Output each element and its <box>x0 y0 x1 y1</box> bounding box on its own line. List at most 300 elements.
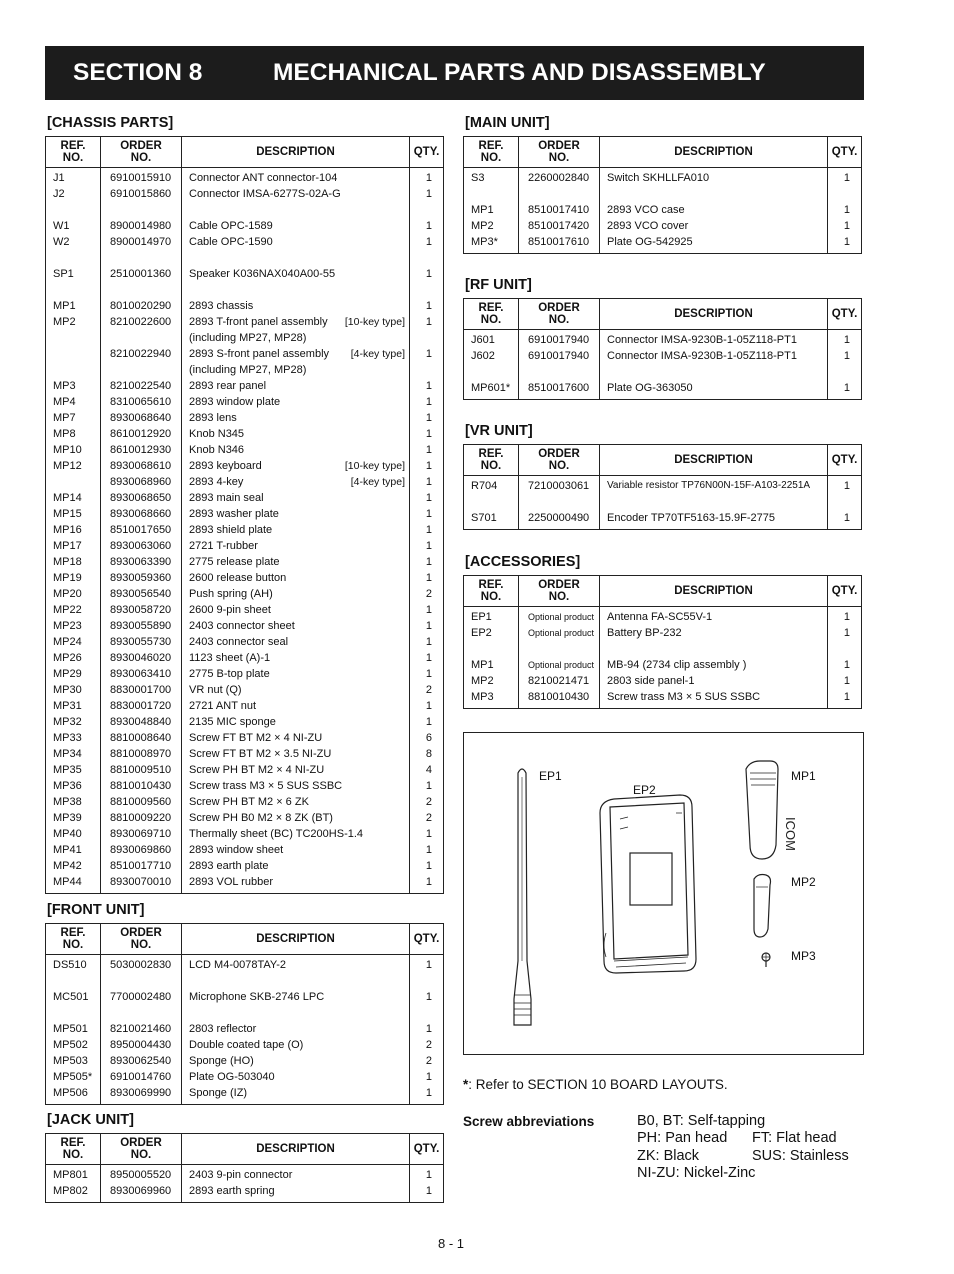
ref-no <box>46 250 101 266</box>
qty-header: QTY. <box>828 137 862 168</box>
order-no: 8900014980 <box>101 218 182 234</box>
ref-no <box>46 202 101 218</box>
order-no: 6910015860 <box>101 186 182 202</box>
order-no: 8830001700 <box>101 682 182 698</box>
qty: 1 <box>828 202 862 218</box>
table-row <box>46 362 444 378</box>
order-no: 8510017420 <box>519 218 600 234</box>
description-text: 1123 sheet (A)-1 <box>189 652 271 664</box>
ref-no <box>464 494 519 510</box>
ref-no: MP40 <box>46 826 101 842</box>
table-row <box>46 634 444 650</box>
order-no: 8810008640 <box>101 730 182 746</box>
qty: 1 <box>410 522 444 538</box>
qty-header: QTY. <box>828 576 862 607</box>
ref-no: MP36 <box>46 778 101 794</box>
ref-no: S701 <box>464 510 519 530</box>
table-row <box>46 810 444 826</box>
table-row <box>46 794 444 810</box>
qty <box>828 186 862 202</box>
table-row <box>464 607 862 626</box>
order-no: 8930056540 <box>101 586 182 602</box>
rf-unit-table <box>463 298 862 400</box>
antenna-illustration <box>514 769 531 1025</box>
description <box>600 348 828 364</box>
ref-no: MP33 <box>46 730 101 746</box>
qty: 1 <box>410 538 444 554</box>
description-text: MB-94 (2734 clip assembly ) <box>607 659 747 671</box>
description <box>182 730 410 746</box>
table-row <box>46 378 444 394</box>
order-no <box>101 973 182 989</box>
header-row <box>46 137 444 168</box>
description <box>600 510 828 530</box>
description <box>600 202 828 218</box>
description <box>182 762 410 778</box>
description-text: 2721 ANT nut <box>189 700 257 712</box>
qty: 1 <box>828 625 862 641</box>
order-no: 5030002830 <box>101 955 182 974</box>
order-no <box>101 330 182 346</box>
ref-no: MP32 <box>46 714 101 730</box>
order-no-header: ORDER NO. <box>519 576 600 607</box>
table-row <box>46 168 444 187</box>
ref-no <box>464 186 519 202</box>
description <box>182 1165 410 1184</box>
header-row <box>46 1134 444 1165</box>
description <box>182 1005 410 1021</box>
qty: 1 <box>410 394 444 410</box>
vr-unit-block <box>463 422 862 530</box>
table-row <box>46 1037 444 1053</box>
jack-unit-title: [JACK UNIT] <box>47 1112 134 1128</box>
table-row <box>46 682 444 698</box>
qty-header: QTY. <box>410 137 444 168</box>
description <box>182 955 410 974</box>
label-ep1: EP1 <box>539 769 562 783</box>
ref-no: MP15 <box>46 506 101 522</box>
ref-no: MP39 <box>46 810 101 826</box>
qty: 1 <box>410 618 444 634</box>
order-no: 8810008970 <box>101 746 182 762</box>
main-unit-block <box>463 114 862 254</box>
table-row <box>46 858 444 874</box>
description-text: Screw trass M3 × 5 SUS SSBC <box>607 691 761 703</box>
order-no: 8210022600 <box>101 314 182 330</box>
description <box>182 362 410 378</box>
description <box>182 298 410 314</box>
description-text: 2893 earth plate <box>189 860 269 872</box>
variant-note: [10-key type] <box>344 460 405 472</box>
ref-no: R704 <box>464 476 519 495</box>
qty: 1 <box>410 474 444 490</box>
description-text: 2893 VOL rubber <box>189 876 273 888</box>
qty: 1 <box>410 490 444 506</box>
table-row <box>464 641 862 657</box>
front-unit-title: [FRONT UNIT] <box>47 902 145 918</box>
ref-no: MP1 <box>46 298 101 314</box>
footnote-text: : Refer to SECTION 10 BOARD LAYOUTS. <box>468 1077 728 1092</box>
qty: 1 <box>410 842 444 858</box>
order-no-header: ORDER NO. <box>101 924 182 955</box>
description-text: 2893 rear panel <box>189 380 267 392</box>
description-text: (including MP27, MP28) <box>189 332 307 344</box>
description-text: Plate OG-503040 <box>189 1071 275 1083</box>
ref-no: MP3 <box>464 689 519 709</box>
description-text: Screw FT BT M2 × 4 NI-ZU <box>189 732 323 744</box>
ref-no: EP2 <box>464 625 519 641</box>
table-row <box>464 330 862 349</box>
qty <box>410 202 444 218</box>
qty <box>410 362 444 378</box>
table-row <box>46 506 444 522</box>
description-header: DESCRIPTION <box>600 445 828 476</box>
ref-no: MP1 <box>464 657 519 673</box>
rf-unit-block <box>463 276 862 400</box>
table-row <box>464 689 862 709</box>
qty: 1 <box>410 1021 444 1037</box>
order-no: 6910014760 <box>101 1069 182 1085</box>
ref-no: MP12 <box>46 458 101 474</box>
order-no: 8930046020 <box>101 650 182 666</box>
table-row <box>46 330 444 346</box>
ref-no: MP601* <box>464 380 519 400</box>
qty: 1 <box>410 426 444 442</box>
description <box>182 842 410 858</box>
table-row <box>46 714 444 730</box>
table-row <box>46 650 444 666</box>
table-row <box>46 442 444 458</box>
description <box>182 682 410 698</box>
ref-no-header: REF. NO. <box>464 299 519 330</box>
description-text: 2135 MIC sponge <box>189 716 276 728</box>
qty: 1 <box>410 314 444 330</box>
description-text: Antenna FA-SC55V-1 <box>607 611 713 623</box>
order-no: Optional product <box>519 607 600 626</box>
qty: 2 <box>410 682 444 698</box>
qty: 1 <box>410 218 444 234</box>
description <box>182 1085 410 1105</box>
ref-no: MP38 <box>46 794 101 810</box>
description-text: 2893 VCO cover <box>607 220 689 232</box>
main-unit-title: [MAIN UNIT] <box>465 115 550 131</box>
qty: 1 <box>410 458 444 474</box>
qty: 2 <box>410 810 444 826</box>
ref-no: MP1 <box>464 202 519 218</box>
description <box>182 1053 410 1069</box>
ref-no: MP8 <box>46 426 101 442</box>
ref-no: MP502 <box>46 1037 101 1053</box>
description <box>182 989 410 1005</box>
description-text: 2803 reflector <box>189 1023 257 1035</box>
ref-no: MP19 <box>46 570 101 586</box>
description <box>182 1037 410 1053</box>
description-header: DESCRIPTION <box>182 1134 410 1165</box>
table-row <box>464 476 862 495</box>
order-no <box>101 282 182 298</box>
description <box>182 1021 410 1037</box>
section-title: MECHANICAL PARTS AND DISASSEMBLY <box>273 59 766 86</box>
ref-no: MC501 <box>46 989 101 1005</box>
accessories-figure <box>463 732 864 1055</box>
table-row <box>46 666 444 682</box>
table-row <box>464 657 862 673</box>
description-text: 2721 T-rubber <box>189 540 258 552</box>
qty: 1 <box>410 955 444 974</box>
description-text: 2893 chassis <box>189 300 254 312</box>
description <box>182 602 410 618</box>
description-text: Plate OG-363050 <box>607 382 693 394</box>
description <box>182 330 410 346</box>
description-text: Speaker K036NAX040A00-55 <box>189 268 336 280</box>
table-row <box>46 973 444 989</box>
qty: 1 <box>828 380 862 400</box>
accessories-block <box>463 553 862 709</box>
order-no: Optional product <box>519 625 600 641</box>
table-row <box>46 346 444 362</box>
qty: 1 <box>410 858 444 874</box>
ref-no: W2 <box>46 234 101 250</box>
screw-illustration <box>762 953 770 967</box>
ref-no: MP23 <box>46 618 101 634</box>
qty: 1 <box>410 1085 444 1105</box>
order-no: 8930062540 <box>101 1053 182 1069</box>
battery-illustration <box>600 795 696 973</box>
description-text: Plate OG-542925 <box>607 236 693 248</box>
order-no <box>519 641 600 657</box>
order-no-header: ORDER NO. <box>101 137 182 168</box>
description <box>600 476 828 495</box>
chassis-parts-block <box>45 114 444 894</box>
description-text: Microphone SKB-2746 LPC <box>189 991 325 1003</box>
description-text: Sponge (IZ) <box>189 1087 248 1099</box>
ref-no-header: REF. NO. <box>46 924 101 955</box>
qty: 2 <box>410 794 444 810</box>
qty: 1 <box>410 874 444 894</box>
description-text: Knob N346 <box>189 444 245 456</box>
ref-no: MP506 <box>46 1085 101 1105</box>
ref-no: MP35 <box>46 762 101 778</box>
ref-no: MP44 <box>46 874 101 894</box>
order-no: 8810010430 <box>101 778 182 794</box>
description <box>182 394 410 410</box>
description <box>182 282 410 298</box>
ref-no: SP1 <box>46 266 101 282</box>
header-row <box>464 137 862 168</box>
ref-no: MP7 <box>46 410 101 426</box>
ref-no: MP16 <box>46 522 101 538</box>
qty: 1 <box>828 689 862 709</box>
table-row <box>464 186 862 202</box>
qty-header: QTY. <box>828 299 862 330</box>
table-row <box>46 1183 444 1203</box>
screw-abbrev-ft: FT: Flat head <box>752 1130 837 1146</box>
description <box>182 168 410 187</box>
description <box>600 689 828 709</box>
description-text: 2893 4-key <box>189 476 244 488</box>
order-no: 8830001720 <box>101 698 182 714</box>
ref-no: MP2 <box>46 314 101 330</box>
ref-no-header: REF. NO. <box>464 445 519 476</box>
header-row <box>464 299 862 330</box>
description-text: Sponge (HO) <box>189 1055 254 1067</box>
front-unit-block <box>45 901 444 1105</box>
qty <box>828 494 862 510</box>
table-row <box>46 1085 444 1105</box>
description-text: 2403 connector sheet <box>189 620 295 632</box>
description-text: 2600 9-pin sheet <box>189 604 271 616</box>
qty: 1 <box>410 168 444 187</box>
qty: 1 <box>828 348 862 364</box>
description <box>182 1183 410 1203</box>
description-text: Battery BP-232 <box>607 627 682 639</box>
order-no <box>101 202 182 218</box>
description-text: Variable resistor TP76N00N-15F-A103-2251A <box>607 480 811 491</box>
ref-no <box>46 330 101 346</box>
order-no-header: ORDER NO. <box>519 445 600 476</box>
order-no: 8510017610 <box>519 234 600 254</box>
description <box>182 666 410 682</box>
order-no: 8210022540 <box>101 378 182 394</box>
description <box>182 186 410 202</box>
ref-no: MP42 <box>46 858 101 874</box>
table-row <box>464 625 862 641</box>
qty: 1 <box>828 657 862 673</box>
description-text: 2893 main seal <box>189 492 264 504</box>
description <box>182 218 410 234</box>
label-mp3: MP3 <box>791 949 816 963</box>
ref-no <box>46 1005 101 1021</box>
qty: 1 <box>410 778 444 794</box>
ref-no: MP501 <box>46 1021 101 1037</box>
description <box>182 538 410 554</box>
qty: 1 <box>410 714 444 730</box>
ref-no: MP802 <box>46 1183 101 1203</box>
table-row <box>464 348 862 364</box>
ref-no-header: REF. NO. <box>46 1134 101 1165</box>
order-no: Optional product <box>519 657 600 673</box>
ref-no: MP14 <box>46 490 101 506</box>
description <box>600 218 828 234</box>
order-no: 8930068660 <box>101 506 182 522</box>
description <box>182 506 410 522</box>
ref-no <box>464 641 519 657</box>
qty <box>828 364 862 380</box>
description <box>182 858 410 874</box>
header-row <box>46 924 444 955</box>
description <box>182 458 410 474</box>
table-row <box>464 510 862 530</box>
description <box>182 554 410 570</box>
qty: 1 <box>410 186 444 202</box>
qty-header: QTY. <box>828 445 862 476</box>
qty <box>828 641 862 657</box>
order-no: 7700002480 <box>101 989 182 1005</box>
qty: 1 <box>410 1165 444 1184</box>
main-unit-table <box>463 136 862 254</box>
table-row <box>46 874 444 894</box>
qty: 1 <box>828 168 862 187</box>
qty: 1 <box>410 989 444 1005</box>
vr-unit-table <box>463 444 862 530</box>
order-no: 6910017940 <box>519 330 600 349</box>
ref-no: EP1 <box>464 607 519 626</box>
ref-no-header: REF. NO. <box>464 137 519 168</box>
order-no: 8210021471 <box>519 673 600 689</box>
description-header: DESCRIPTION <box>600 299 828 330</box>
table-row <box>46 458 444 474</box>
order-no: 8810009510 <box>101 762 182 778</box>
description <box>600 625 828 641</box>
order-no: 8510017410 <box>519 202 600 218</box>
ref-no <box>46 346 101 362</box>
description <box>600 641 828 657</box>
description-text: Connector IMSA-9230B-1-05Z118-PT1 <box>607 350 797 362</box>
qty: 2 <box>410 1053 444 1069</box>
description <box>182 522 410 538</box>
table-row <box>464 168 862 187</box>
ref-no: MP22 <box>46 602 101 618</box>
order-no: 6910017940 <box>519 348 600 364</box>
order-no: 2510001360 <box>101 266 182 282</box>
description-text: Screw PH BT M2 × 4 NI-ZU <box>189 764 325 776</box>
order-no-header: ORDER NO. <box>101 1134 182 1165</box>
qty: 2 <box>410 586 444 602</box>
order-no: 8930063390 <box>101 554 182 570</box>
description <box>182 586 410 602</box>
qty: 1 <box>410 554 444 570</box>
ref-no-header: REF. NO. <box>464 576 519 607</box>
label-mp1: MP1 <box>791 769 816 783</box>
table-row <box>46 746 444 762</box>
table-row <box>46 778 444 794</box>
qty: 1 <box>410 1069 444 1085</box>
description <box>182 346 410 362</box>
qty: 2 <box>410 1037 444 1053</box>
description <box>600 657 828 673</box>
ref-no: MP2 <box>464 673 519 689</box>
order-no: 8930063410 <box>101 666 182 682</box>
order-no: 8930055890 <box>101 618 182 634</box>
ref-no <box>46 474 101 490</box>
ref-no: MP503 <box>46 1053 101 1069</box>
description <box>182 698 410 714</box>
description-text: 2893 earth spring <box>189 1185 275 1197</box>
header-row <box>464 576 862 607</box>
order-no <box>101 1005 182 1021</box>
table-row <box>46 570 444 586</box>
table-row <box>46 989 444 1005</box>
order-no: 8930063060 <box>101 538 182 554</box>
qty: 1 <box>410 826 444 842</box>
qty: 1 <box>410 346 444 362</box>
description-text: Thermally sheet (BC) TC200HS-1.4 <box>189 828 364 840</box>
description-text: 2893 shield plate <box>189 524 273 536</box>
table-row <box>46 538 444 554</box>
description-text: 2893 window plate <box>189 396 281 408</box>
qty: 1 <box>410 410 444 426</box>
qty: 8 <box>410 746 444 762</box>
qty: 1 <box>410 298 444 314</box>
description-text: (including MP27, MP28) <box>189 364 307 376</box>
table-row <box>464 673 862 689</box>
order-no: 6910015910 <box>101 168 182 187</box>
qty <box>410 973 444 989</box>
ref-no: MP30 <box>46 682 101 698</box>
order-no: 8610012930 <box>101 442 182 458</box>
description <box>182 490 410 506</box>
description <box>182 570 410 586</box>
